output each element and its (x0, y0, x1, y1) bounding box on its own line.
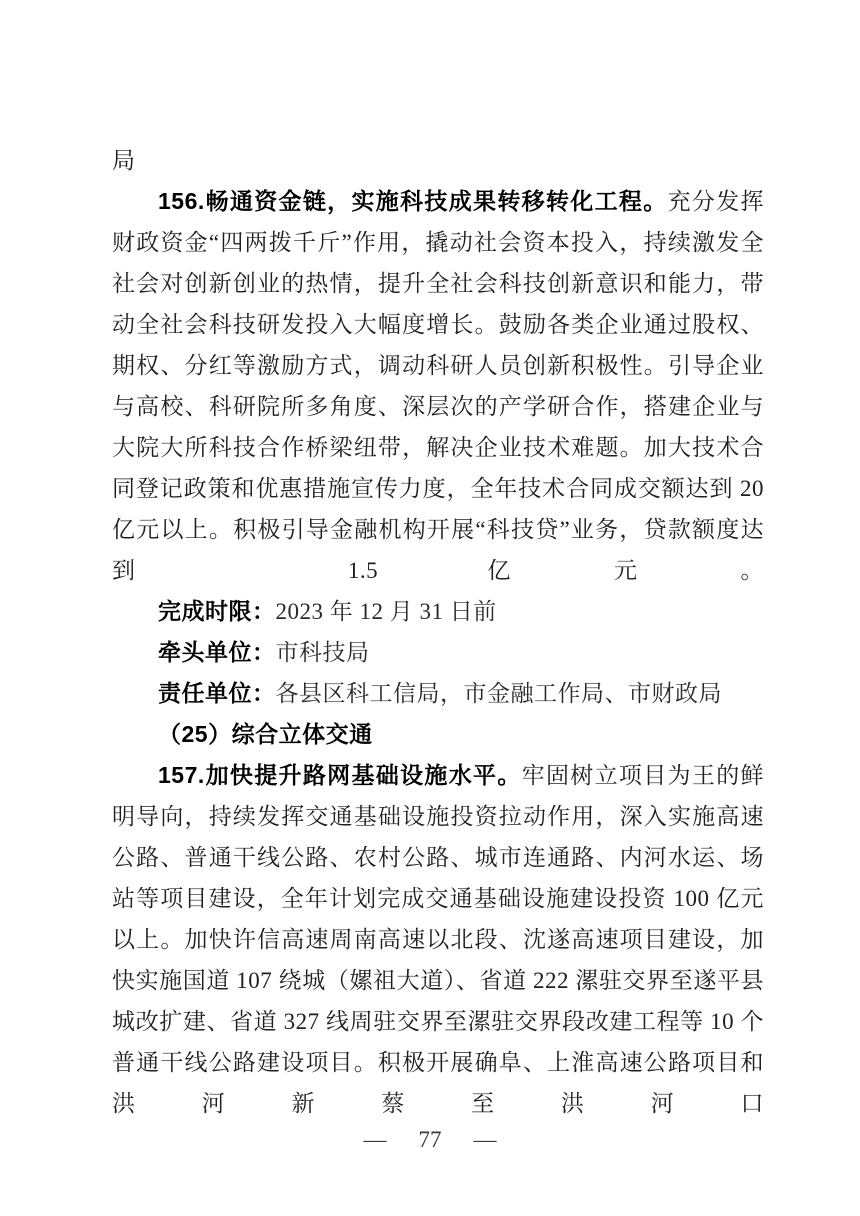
meta-value-lead-unit: 市科技局 (275, 640, 370, 665)
paragraph-156-body: 充分发挥财政资金“四两拨千斤”作用，撬动社会资本投入，持续激发全社会对创新创业的热情，提升全社会科技创新意识和能力，带动全社会科技研发投入大幅度增长。鼓励各类企业通过股权、期权、分红等激励方式，调动科研人员创新积极性。引导企业与高校、科研院所多角度、深层次的产学研合作，搭建企业与大院大所科技合作桥梁纽带，解决企业技术难题。加大技术合同登记政策和优惠措施宣传力度，全年技术合同成交额达到 20 亿元以上。积极引导金融机构开展“科技贷”业务，贷款额度达到 1.5 亿元。 (112, 189, 765, 583)
meta-label-responsible-unit: 责任单位： (158, 680, 276, 706)
meta-row-responsible-unit (112, 673, 764, 714)
meta-row-deadline (112, 591, 764, 632)
page-number: 77 (418, 1127, 442, 1152)
meta-value-responsible-unit: 各县区科工信局，市金融工作局、市财政局 (275, 681, 722, 706)
meta-row-lead-unit (112, 632, 764, 673)
continuation-text: 局 (112, 148, 136, 173)
section-heading-25: （25）综合立体交通 (158, 721, 373, 747)
page-content (112, 140, 764, 1124)
paragraph-157-lead: 157.加快提升路网基础设施水平。 (158, 762, 522, 788)
paragraph-156 (112, 181, 764, 591)
paragraph-157 (112, 755, 764, 1124)
meta-label-deadline: 完成时限： (158, 598, 276, 624)
meta-value-deadline: 2023 年 12 月 31 日前 (275, 599, 497, 624)
page-footer (0, 1124, 860, 1156)
paragraph-156-lead: 156.畅通资金链，实施科技成果转移转化工程。 (158, 188, 668, 214)
footer-dash-right: — (473, 1127, 497, 1152)
footer-dash-left: — (363, 1127, 387, 1152)
paragraph-157-body: 牢固树立项目为王的鲜明导向，持续发挥交通基础设施投资拉动作用，深入实施高速公路、普通干线公路、农村公路、城市连通路、内河水运、场站等项目建设，全年计划完成交通基础设施建设投资 100 亿元以上。加快许信高速周南高速以北段、沈遂高速项目建设，加快实施国道 107 绕城（嫘祖大道）、省道 222 漯驻交界至遂平县城改扩建、省道 327 线周驻交界至漯驻交界段改建工程等 10 个普通干线公路建设项目。积极开展确阜、上淮高速公路项目和洪河新蔡至洪河口 (112, 763, 765, 1116)
meta-label-lead-unit: 牵头单位： (158, 639, 276, 665)
